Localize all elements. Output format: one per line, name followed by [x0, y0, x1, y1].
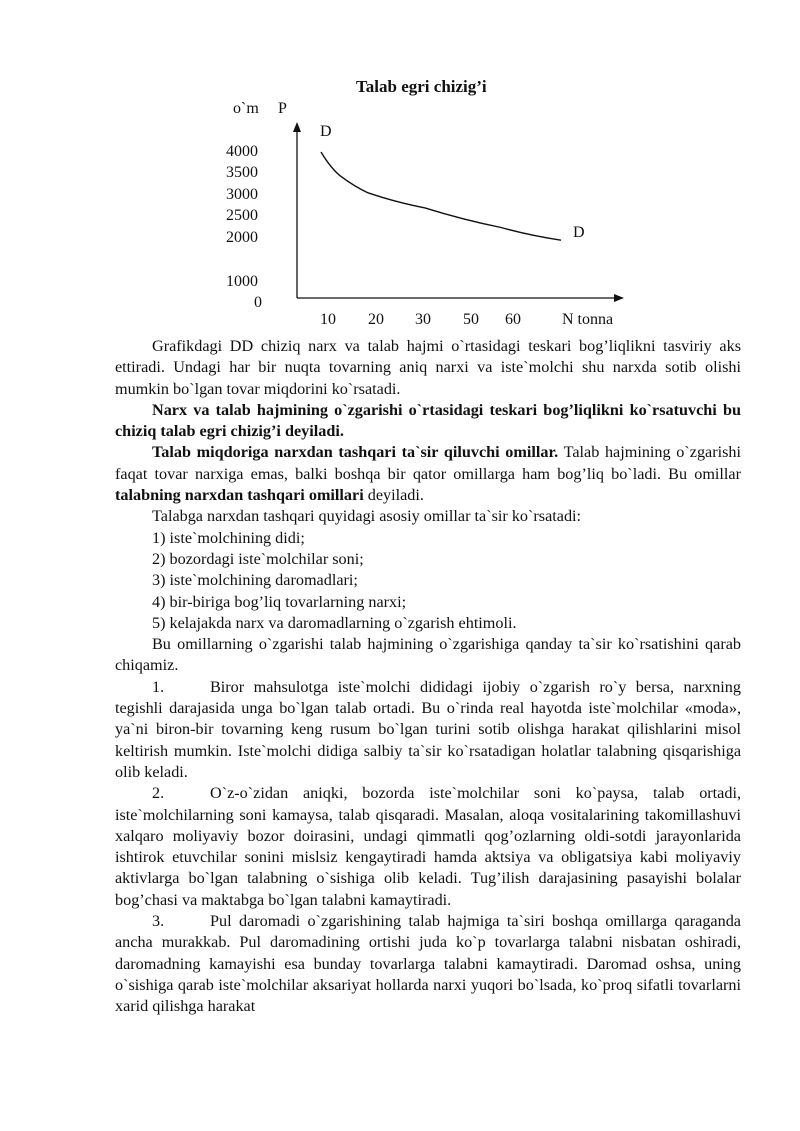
numbered-paragraph	[115, 911, 741, 1017]
y-tick-label: 3500	[226, 164, 258, 181]
list-item: 5) kelajakda narx va daromadlarning o`zgarish ehtimoli.	[152, 613, 517, 632]
item-text: Biror mahsulotga iste`molchi dididagi ijobiy o`zgarish ro`y bersa, narxning tegishli darajasida unga bo`lgan talab ortadi. Bu o`rinda real hayotda iste`molchilar «moda», ya`ni biron-bir tovarning keng rusum bo`lgan turini sotib olishga harakat qilishlarini misol keltirish mumkin. Iste`molchi didiga salbiy ta`sir ko`rsatadigan holatlar talabning qisqarishiga olib keladi.	[115, 677, 741, 781]
list-item: 4) bir-biriga bog’liq tovarlarning narxi;	[152, 592, 407, 611]
curve-label-start: D	[320, 123, 332, 140]
y-tick-label: 2500	[226, 207, 258, 224]
numbered-paragraph	[115, 677, 741, 783]
figure-title: Talab egri chizig’i	[356, 77, 487, 96]
list-item: 1) iste`molchining didi;	[152, 528, 305, 547]
demand-curve-line	[321, 152, 561, 240]
list-item: 2) bozordagi iste`molchilar soni;	[152, 549, 364, 568]
item-number: 3.	[152, 912, 165, 931]
paragraph	[115, 400, 741, 443]
x-axis-arrow	[614, 294, 624, 302]
x-tick-label: 60	[505, 311, 521, 328]
curve-label-end: D	[573, 224, 585, 241]
y-tick-label: 1000	[226, 273, 258, 290]
paragraph: Talabga narxdan tashqari quyidagi asosiy omillar ta`sir ko`rsatadi:	[152, 507, 582, 526]
list-item: 3) iste`molchining daromadlari;	[152, 571, 358, 590]
bold-heading: Talab miqdoriga narxdan tashqari ta`sir qiluvchi omillar.	[152, 443, 559, 462]
y-axis-arrow	[293, 122, 301, 132]
x-tick-label: 20	[368, 311, 384, 328]
paragraph-text: Talab hajmining o`zgarishi faqat tovar narxiga emas, balki boshqa bir qator omillarga ham bog’liq bo`ladi. Bu omillar	[115, 443, 741, 483]
body-text	[115, 336, 741, 1018]
y-tick-label: 3000	[226, 186, 258, 203]
paragraph	[115, 442, 741, 506]
x-tick-label: 10	[320, 311, 336, 328]
item-text: O`z-o`zidan aniqki, bozorda iste`molchilar soni ko`paysa, talab ortadi, iste`molchilarning soni kamaysa, talab qisqaradi. Masalan, aloqa vositalarining takomillashuvi xalqaro moliyaviy bozor doirasini, undagi qimmatli qog’ozlarning oldi-sotdi jarayonlarida ishtirok etuvchilar sonini mislsiz kengaytiradi hamda aktsiya va obligatsiya kabi moliyaviy aktivlarga bo`lgan talabning o`sishiga olib keladi. Tug’ilish darajasining pasayishi bolalar bog’chasi va maktabga bo`lgan talabni kamaytiradi.	[115, 784, 741, 909]
x-tick-label: 50	[463, 311, 479, 328]
y-tick-label: 2000	[226, 229, 258, 246]
paragraph: Grafikdagi DD chiziq narx va talab hajmi o`rtasidagi teskari bog’liqlikni tasviriy aks ettiradi. Undagi har bir nuqta tovarning aniq narxi va iste`molchi shu narxda sotib olishi mumkin bo`lgan tovar miqdorini ko`rsatadi.	[115, 337, 741, 398]
y-tick-label: 0	[254, 294, 262, 311]
numbered-paragraph	[115, 783, 741, 911]
paragraph: Bu omillarning o`zgarishi talab hajmining o`zgarishiga qanday ta`sir ko`rsatishini qarab chiqamiz.	[115, 635, 741, 675]
item-number: 2.	[152, 784, 165, 803]
demand-curve-chart	[0, 0, 800, 340]
x-axis-label: N tonna	[562, 311, 614, 328]
x-tick-label: 30	[415, 311, 431, 328]
y-tick-label: 4000	[226, 143, 258, 160]
item-number: 1.	[152, 677, 165, 696]
bold-term: talabning narxdan tashqari omillari	[115, 486, 364, 505]
y-axis-unit-label: o`m	[233, 100, 259, 117]
y-axis-symbol-label: P	[278, 100, 287, 117]
bold-heading: Narx va talab hajmining o`zgarishi o`rtasidagi teskari bog’liqlikni ko`rsatuvchi bu chiziq talab egri chizig’i deyiladi.	[115, 400, 741, 441]
paragraph-text: deyiladi.	[363, 486, 424, 505]
item-text: Pul daromadi o`zgarishining talab hajmiga ta`siri boshqa omillarga qaraganda ancha murakkab. Pul daromadining ortishi juda ko`p tovarlarga talabni nisbatan oshiradi, daromadning kamayishi esa bunday tovarlarga talabni kamaytiradi. Daromad oshsa, uning o`sishiga qarab iste`molchilar aksariyat hollarda narxi yuqori bo`lsada, ko`proq sifatli tovarlarni xarid qilishga harakat	[115, 912, 741, 1016]
